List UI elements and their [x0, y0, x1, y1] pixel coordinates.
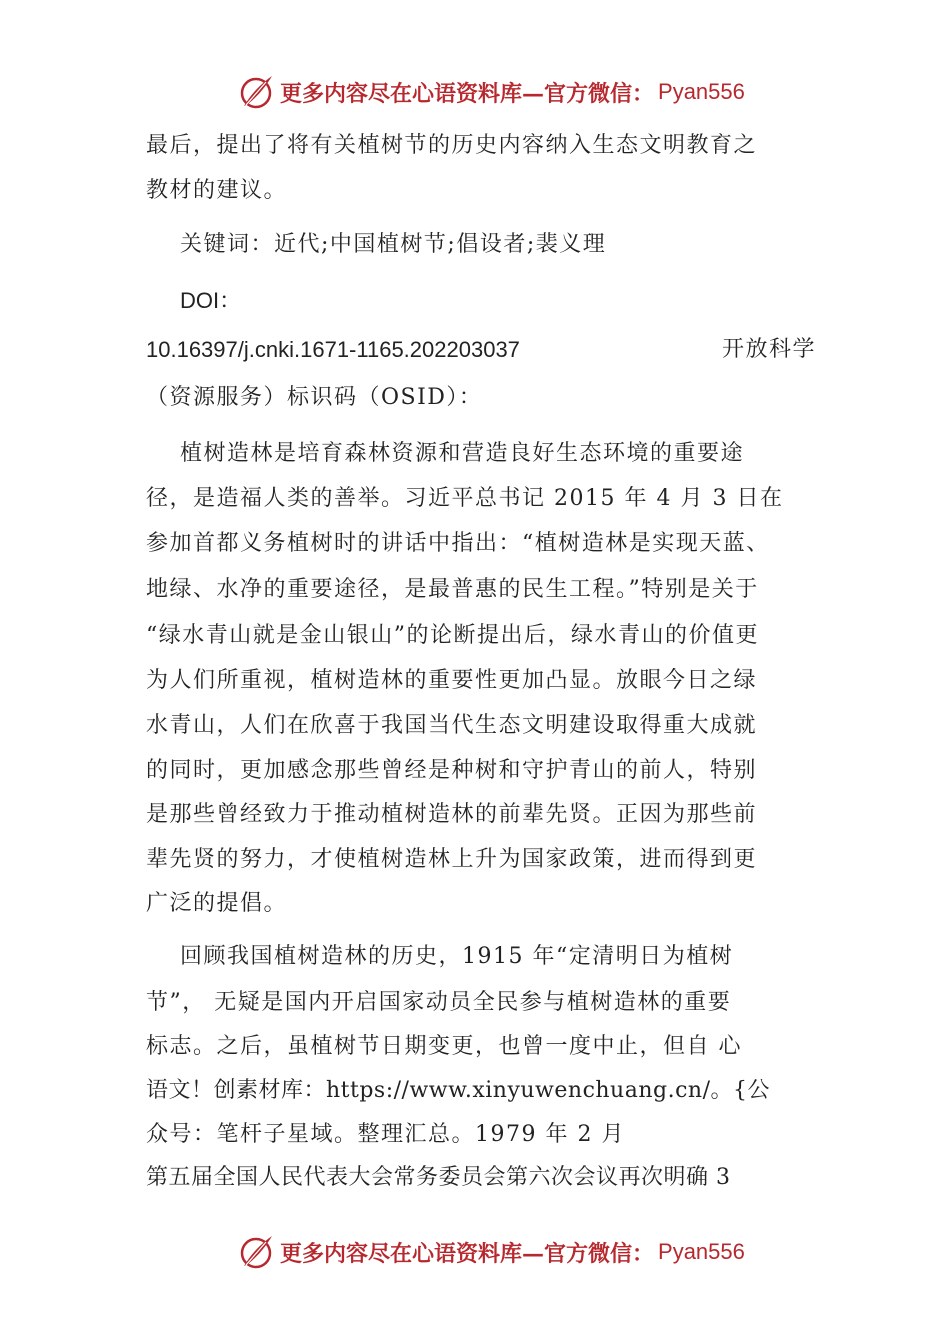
- paragraph-line: 参加首都义务植树时的讲话中指出：“植树造林是实现天蓝、: [146, 531, 770, 556]
- banner-wechat-handle: Pyan556: [658, 1239, 745, 1264]
- banner-wechat-handle: Pyan556: [658, 79, 745, 104]
- osid-line: （资源服务）标识码（OSID）：: [146, 385, 483, 410]
- doi-value: 10.16397/j.cnki.1671-1165.202203037: [146, 337, 520, 362]
- paragraph-line: 众号：笔杆子星域。整理汇总。1979 年 2 月: [146, 1122, 625, 1147]
- header-watermark-banner: [236, 72, 745, 112]
- paragraph-line: 地绿、水净的重要途径，是最普惠的民生工程。”特别是关于: [146, 577, 759, 602]
- text-line: 教材的建议。: [146, 178, 288, 203]
- feather-quill-logo: [236, 1232, 276, 1272]
- doi-line: [146, 335, 816, 366]
- paragraph-line: 径，是造福人类的善举。习近平总书记 2015 年 4 月 3 日在: [146, 486, 784, 511]
- paragraph-line: 回顾我国植树造林的历史，1915 年“定清明日为植树: [180, 944, 734, 969]
- paragraph-line: 植树造林是培育森林资源和营造良好生态环境的重要途: [180, 441, 745, 466]
- paragraph-line: 为人们所重视，植树造林的重要性更加凸显。放眼今日之绿: [146, 668, 758, 693]
- paragraph-line: 语文！创素材库：https://www.xinyuwenchuang.cn/。{公: [146, 1078, 770, 1103]
- paragraph-line: 广泛的提倡。: [146, 891, 288, 916]
- osid-label: 开放科学: [721, 337, 816, 362]
- text-line: 最后，提出了将有关植树节的历史内容纳入生态文明教育之: [146, 133, 758, 158]
- footer-watermark-banner: [236, 1232, 745, 1272]
- paragraph-line: 标志。之后，虽植树节日期变更，也曾一度中止，但自 心: [146, 1034, 742, 1059]
- paragraph-line: 节”， 无疑是国内开启国家动员全民参与植树造林的重要: [146, 990, 732, 1015]
- paragraph-line: 是那些曾经致力于推动植树造林的前辈先贤。正因为那些前: [146, 802, 758, 827]
- paragraph-line: 水青山，人们在欣喜于我国当代生态文明建设取得重大成就: [146, 713, 758, 738]
- feather-quill-logo: [236, 72, 276, 112]
- paragraph-line: 的同时，更加感念那些曾经是种树和守护青山的前人，特别: [146, 758, 758, 783]
- paragraph-line: “绿水青山就是金山银山”的论断提出后，绿水青山的价值更: [146, 623, 759, 648]
- banner-text: 更多内容尽在心语资料库—官方微信：: [280, 1240, 655, 1267]
- doi-label: DOI：: [180, 288, 242, 313]
- keywords-line: 关键词：近代;中国植树节;倡设者;裴义理: [180, 232, 607, 257]
- paragraph-line: 辈先贤的努力，才使植树造林上升为国家政策，进而得到更: [146, 847, 758, 872]
- banner-text: 更多内容尽在心语资料库—官方微信：: [280, 80, 655, 107]
- paragraph-line: 第五届全国人民代表大会常务委员会第六次会议再次明确 3: [146, 1165, 731, 1190]
